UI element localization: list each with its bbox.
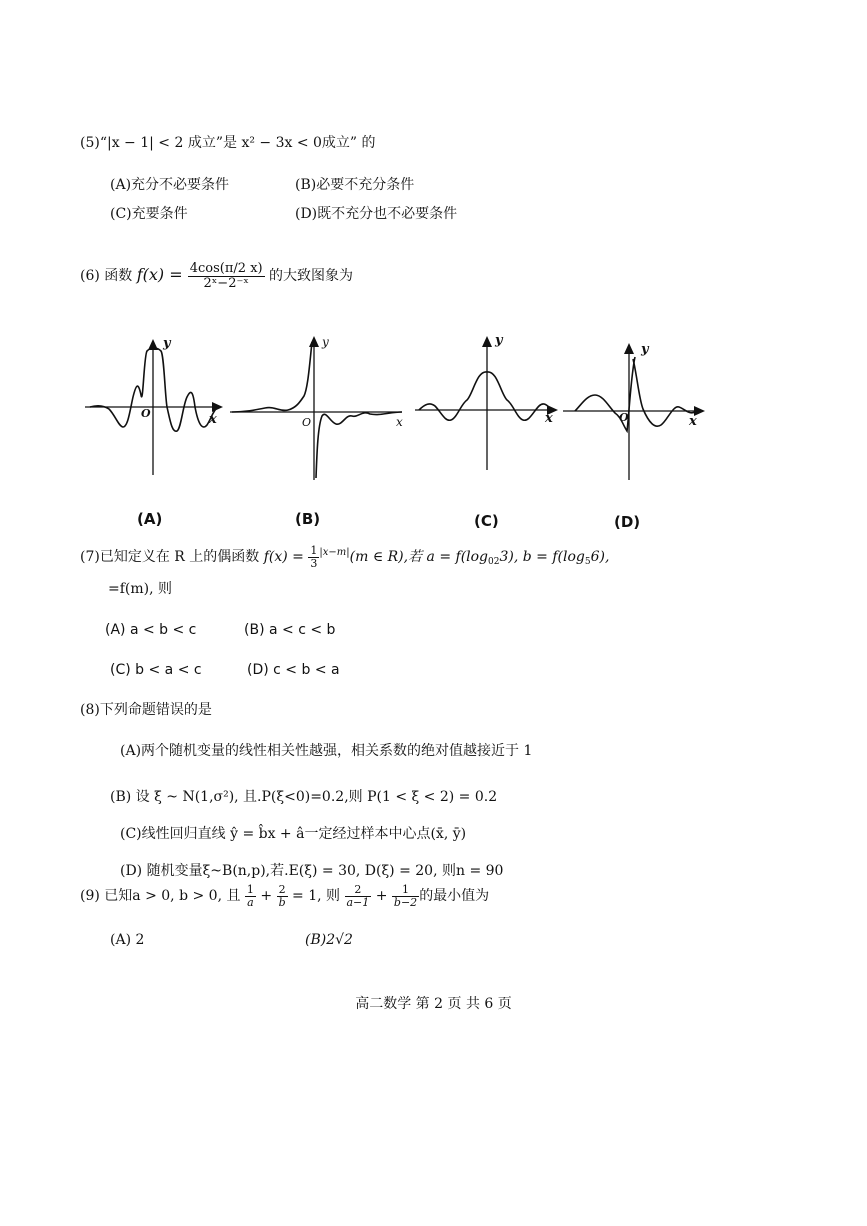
q6-func: f(x) =	[136, 265, 188, 285]
q9-frac2-num: 2	[277, 884, 288, 897]
graph-d-curve-right	[633, 359, 695, 426]
graph-c-y-arrow	[482, 336, 492, 347]
q7-fraction	[308, 545, 319, 569]
graph-a-x-label: x	[209, 412, 217, 427]
q9-frac1	[245, 884, 256, 908]
q5-option-a: (A)充分不必要条件	[110, 177, 230, 193]
q7-exponent: |x−m|	[319, 547, 350, 559]
graph-b-curve-right	[316, 412, 402, 478]
graph-a	[85, 335, 225, 480]
graph-b-y-label: y	[322, 335, 329, 349]
q8-option-d: (D) 随机变量ξ~B(n,p),若.E(ξ) = 30, D(ξ) = 20, 则n = 90	[120, 863, 504, 879]
q9-option-b: (B)2√2	[305, 932, 353, 948]
q5-stem: (5)“|x − 1| < 2 成立”是 x² − 3x < 0成立” 的	[80, 135, 376, 151]
graph-label-c: (C)	[474, 512, 499, 530]
q9-frac1-num: 1	[246, 883, 254, 896]
graph-c	[415, 330, 560, 475]
q9-stem-b: = 1, 则	[287, 888, 345, 905]
graph-c-x-label: x	[545, 411, 553, 426]
graph-d-y-label: y	[641, 342, 649, 357]
q7-stem-a: (7)已知定义在 R 上的偶函数	[80, 549, 264, 566]
q9-option-a: (A) 2	[110, 932, 145, 948]
q5-option-b: (B)必要不充分条件	[295, 177, 415, 193]
q7-sub2: 5	[584, 557, 591, 568]
q9-frac2	[277, 884, 288, 908]
q9-frac4-num: 1	[392, 884, 419, 897]
q5-option-c: (C)充要条件	[110, 206, 188, 222]
q6-fraction	[188, 262, 265, 290]
q7-option-d: (D) c < b < a	[247, 662, 340, 678]
graph-c-curve	[419, 372, 551, 420]
graph-a-y-label: y	[163, 336, 171, 351]
q7-option-b: (B) a < c < b	[244, 622, 336, 638]
q6-den: 2ˣ−2⁻ˣ	[203, 275, 249, 291]
q7-option-c: (C) b < a < c	[110, 662, 202, 678]
q9-frac3	[345, 884, 372, 908]
q9-frac4	[392, 884, 419, 908]
q9-frac1-den: a	[247, 895, 254, 909]
graph-label-a: (A)	[137, 510, 163, 528]
q8-option-a: (A)两个随机变量的线性相关性越强，相关系数的绝对值越接近于 1	[120, 743, 533, 759]
q6-stem	[80, 262, 353, 290]
q7-sub1: 02	[488, 557, 500, 568]
graph-c-y-label: y	[495, 333, 503, 348]
q9-stem-c: 的最小值为	[419, 888, 490, 905]
graph-a-origin: O	[141, 407, 151, 420]
q9-frac3-den: a−1	[346, 895, 370, 909]
q7-stem-c: (m ∈ R),若 a = f(log	[349, 549, 489, 566]
q7-stem-d: 3), b = f(log	[499, 549, 585, 566]
q8-option-c: (C)线性回归直线 ŷ = b̂x + â一定经过样本中心点(x̄, ȳ)	[120, 826, 467, 842]
q5-option-d: (D)既不充分也不必要条件	[295, 206, 458, 222]
graph-b-y-arrow	[309, 336, 319, 347]
q9-frac4-den: b−2	[393, 895, 418, 909]
q7-stem-b: f(x) =	[263, 549, 309, 566]
q7-stem-e: 6),	[590, 549, 610, 566]
page-footer: 高二数学 第 2 页 共 6 页	[355, 996, 512, 1012]
graph-b-x-label: x	[396, 415, 403, 429]
q9-plus: +	[255, 888, 277, 905]
q6-prefix: (6) 函数	[80, 268, 137, 285]
q9-frac3-num: 2	[345, 884, 372, 897]
q8-stem: (8)下列命题错误的是	[80, 702, 212, 718]
q8-option-b: (B) 设 ξ ~ N(1,σ²), 且.P(ξ<0)=0.2,则 P(1 < ξ < 2) = 0.2	[110, 789, 498, 805]
graph-b-origin: O	[302, 416, 312, 429]
q7-stem	[80, 545, 609, 569]
graph-b-curve-left	[232, 342, 312, 412]
q7-frac-den: 3	[310, 556, 318, 570]
q7-option-a: (A) a < b < c	[105, 622, 197, 638]
q6-num: 4cos(π/2 x)	[189, 261, 263, 276]
q7-line2: =f(m), 则	[108, 581, 173, 597]
graph-label-b: (B)	[295, 510, 321, 528]
graph-b	[230, 330, 410, 485]
q9-plus-2: +	[371, 888, 392, 905]
q9-frac2-den: b	[278, 895, 286, 909]
q7-frac-num: 1	[310, 544, 318, 557]
graph-label-d: (D)	[614, 513, 641, 531]
graph-d-y-arrow	[624, 343, 634, 354]
q9-stem-a: (9) 已知a > 0, b > 0, 且	[80, 888, 245, 905]
graph-a-x-arrow	[212, 402, 223, 412]
q9-stem	[80, 884, 489, 908]
graph-d	[563, 335, 708, 485]
graph-d-origin: O	[619, 411, 629, 424]
graph-d-x-label: x	[689, 414, 697, 429]
q6-suffix: 的大致图象为	[264, 268, 354, 285]
